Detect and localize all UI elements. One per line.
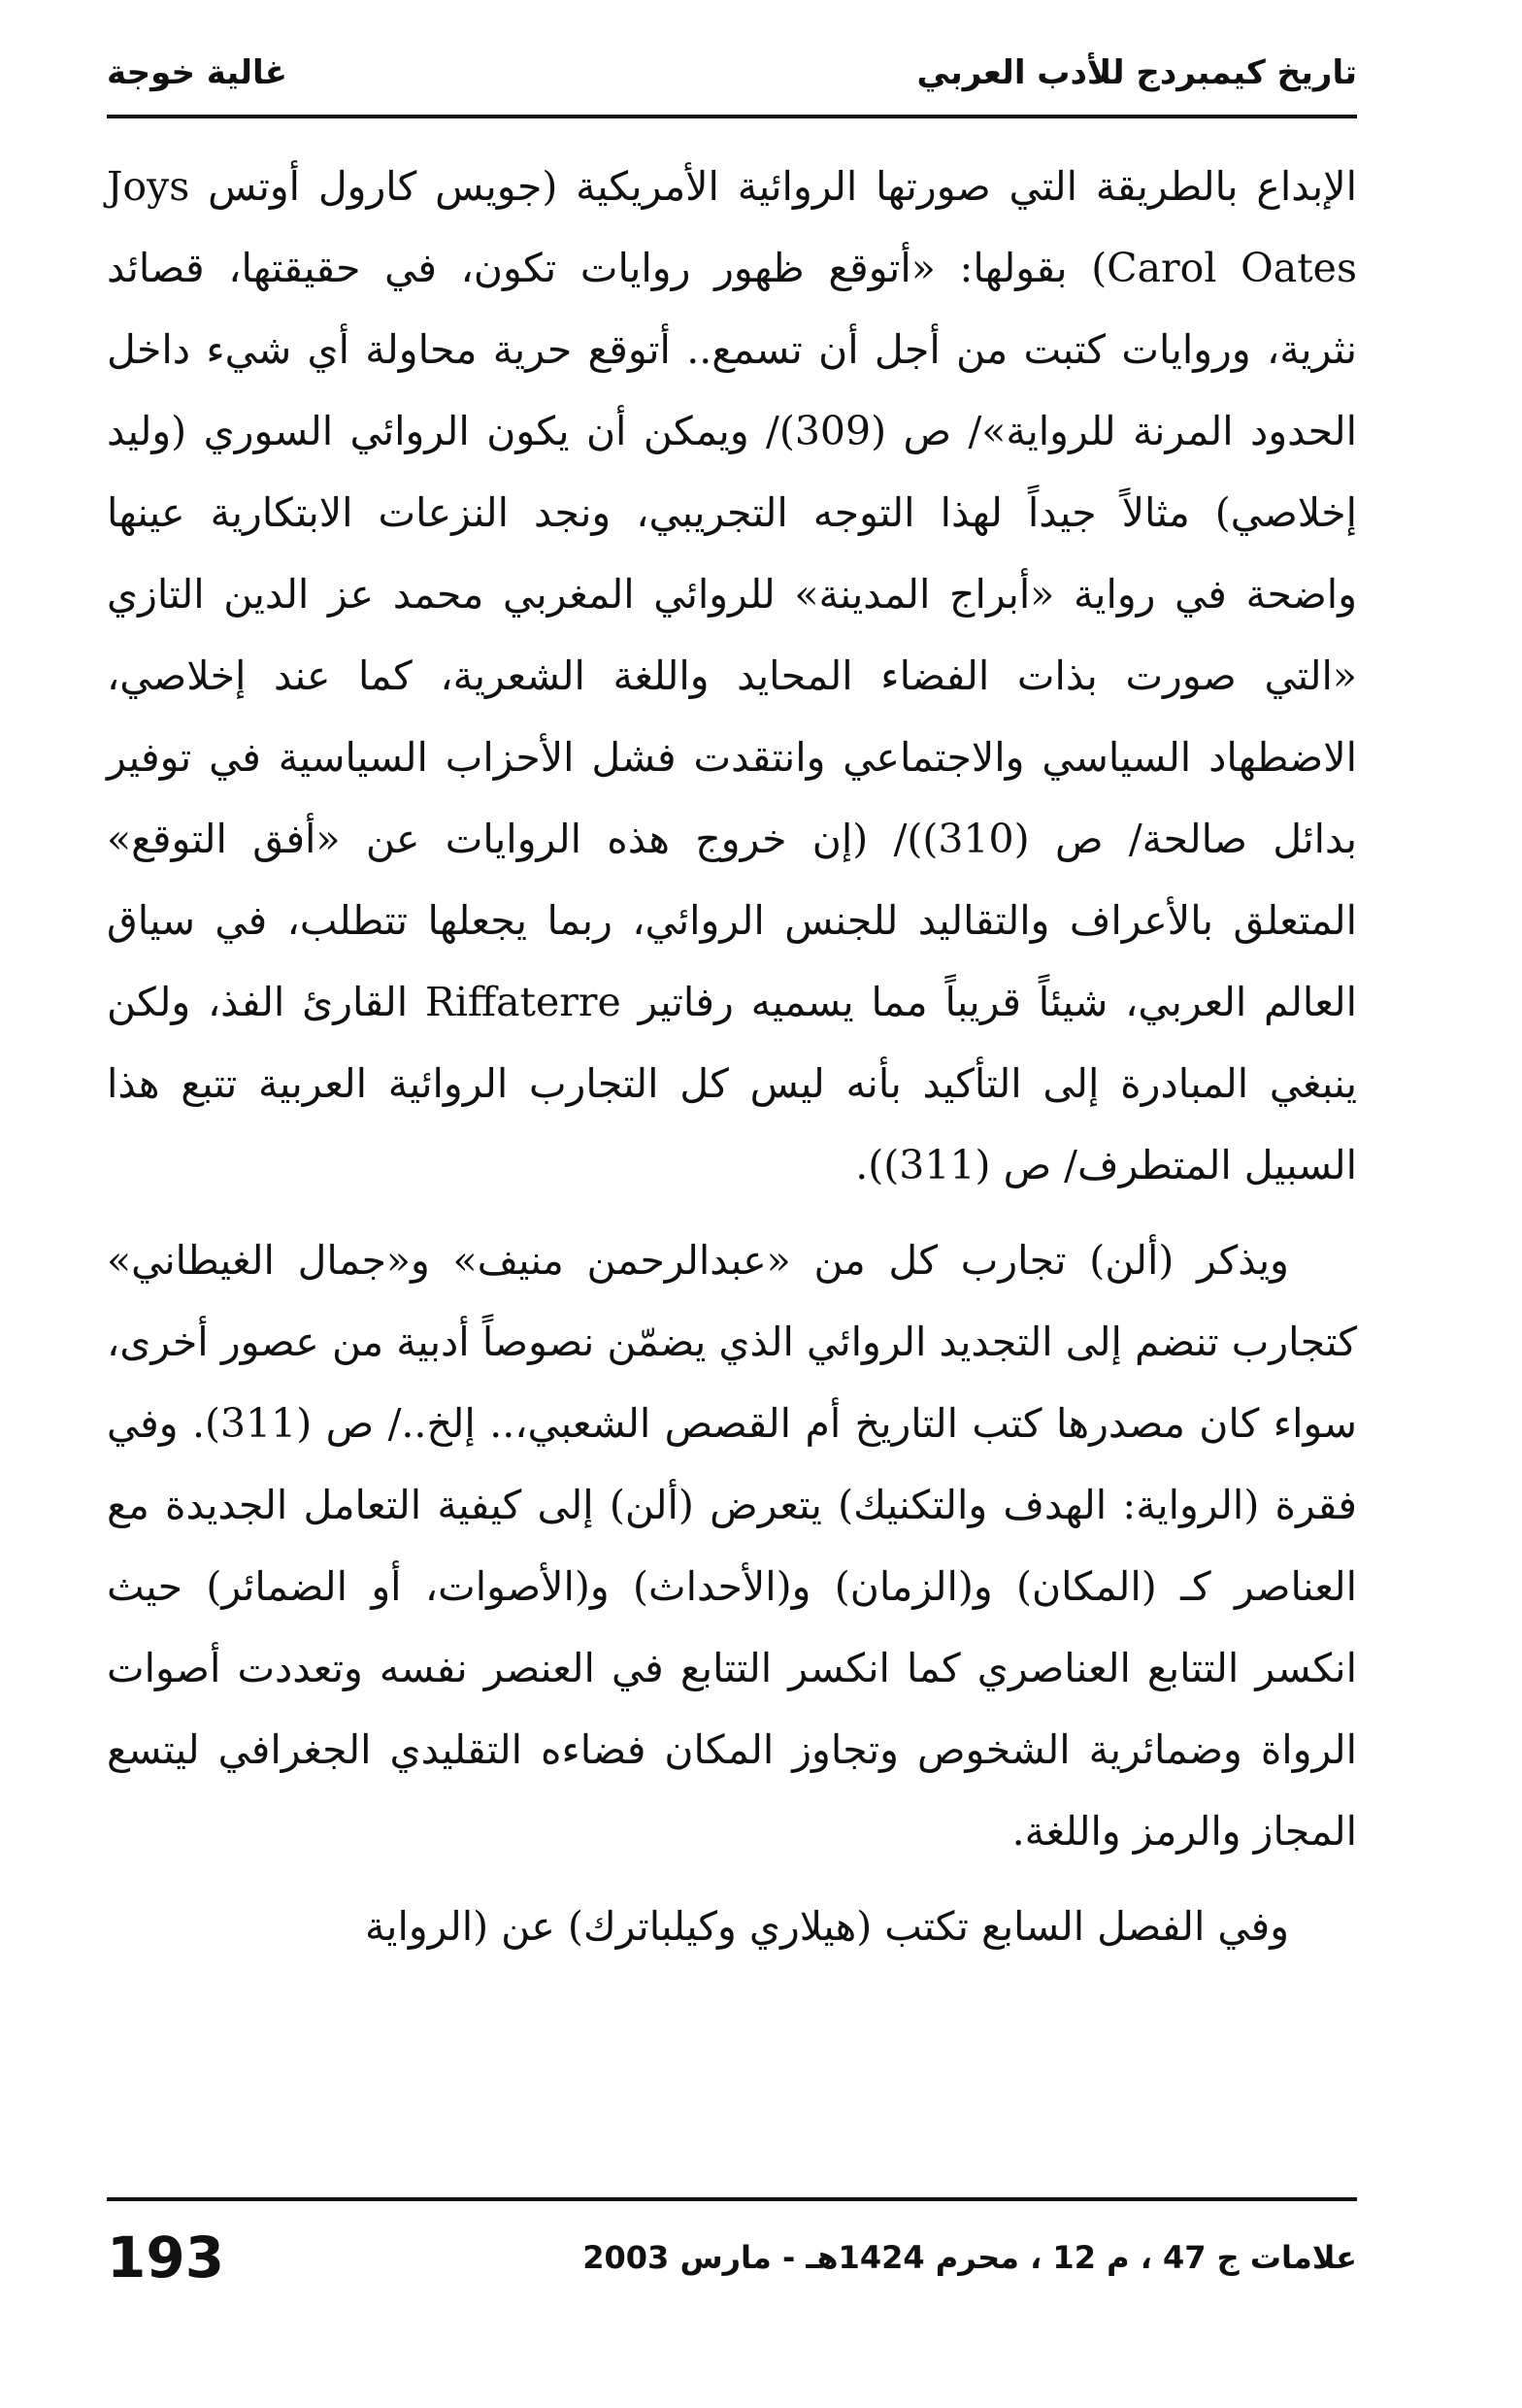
author-name: غالية خوجة (107, 53, 288, 92)
page-footer (107, 2219, 1357, 2296)
page-header (107, 39, 1357, 107)
paragraph-3: وفي الفصل السابع تكتب (هيلاري وكيلباترك) عن (الرواية (365, 1903, 1289, 1950)
journal-info: علامات ج 47 ، م 12 ، محرم 1424هـ - مارس 2003 (582, 2239, 1357, 2276)
header-divider (107, 115, 1357, 118)
paragraph-2: ويذكر (ألن) تجارب كل من «عبدالرحمن منيف» و«جمال الغيطاني» كتجارب تنضم إلى التجديد الروائي الذي يضمّن نصوصاً أدبية من عصور أخرى، سواء كان مصدرها كتب التاريخ أم القصص الشعبي،.. إلخ../ ص (311). وفي فقرة (الرواية: الهدف والتكنيك) يتعرض (ألن) إلى كيفية التعامل الجديدة مع العناصر كـ (المكان) و(الزمان) و(الأحداث) و(الأصوات، أو الضمائر) حيث انكسر التتابع العناصري كما انكسر التتابع في العنصر نفسه وتعددت أصوات الرواة وضمائرية الشخوص وتجاوز المكان فضاءه التقليدي الجغرافي ليتسع المجاز والرمز واللغة. (107, 1237, 1357, 1855)
page-number: 193 (107, 2224, 225, 2291)
footer-divider (107, 2197, 1357, 2201)
body-text (107, 146, 1357, 1967)
paragraph-1: الإبداع بالطريقة التي صورتها الروائية الأمريكية (جويس كارول أوتس Joys Carol Oates) بقولها: «أتوقع ظهور روايات تكون، في حقيقتها، قصائد نثرية، وروايات كتبت من أجل أن تسمع.. أتوقع حرية محاولة أي شيء داخل الحدود المرنة للرواية»/ ص (309)/ ويمكن أن يكون الروائي السوري (وليد إخلاصي) مثالاً جيداً لهذا التوجه التجريبي، ونجد النزعات الابتكارية عينها واضحة في رواية «أبراج المدينة» للروائي المغربي محمد عز الدين التازي «التي صورت بذات الفضاء المحايد واللغة الشعرية، كما عند إخلاصي، الاضطهاد السياسي والاجتماعي وانتقدت فشل الأحزاب السياسية في توفير بدائل صالحة/ ص (310))/ (إن خروج هذه الروايات عن «أفق التوقع» المتعلق بالأعراف والتقاليد للجنس الروائي، ربما يجعلها تتطلب، في سياق العالم العربي، شيئاً قريباً مما يسميه رفاتير Riffaterre القارئ الفذ، ولكن ينبغي المبادرة إلى التأكيد بأنه ليس كل التجارب الروائية العربية تتبع هذا السبيل المتطرف/ ص (311)). (107, 163, 1357, 1188)
book-title: تاريخ كيمبردج للأدب العربي (916, 53, 1357, 92)
